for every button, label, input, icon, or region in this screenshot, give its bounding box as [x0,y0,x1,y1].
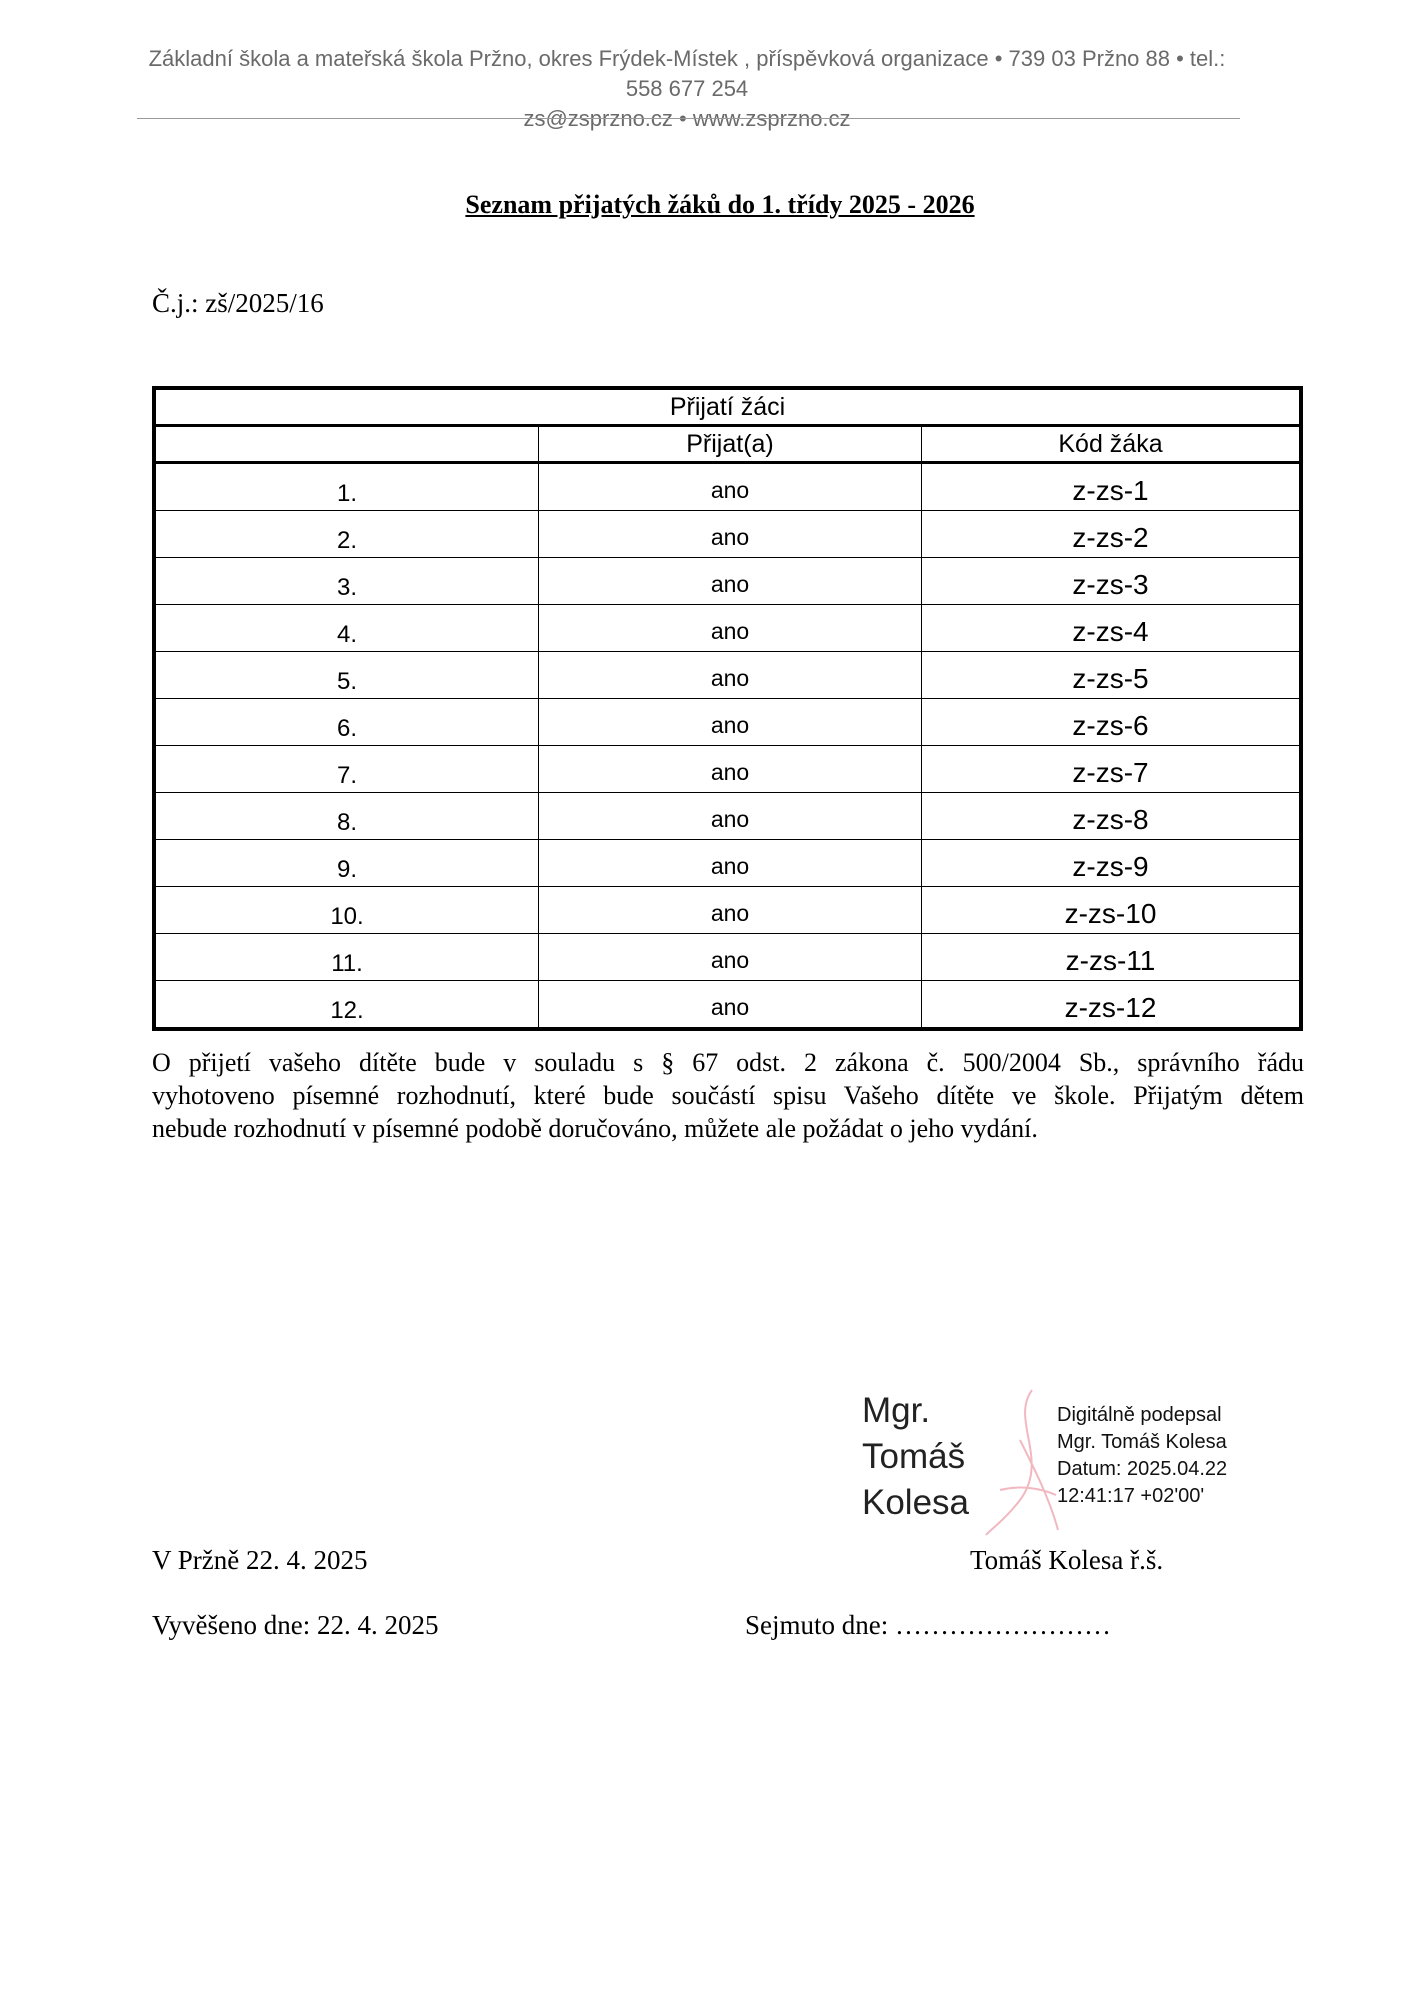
letterhead-divider [137,118,1240,119]
header-number [154,426,539,463]
table-row [154,840,1301,887]
table-row [154,652,1301,699]
signature-meta-line: 12:41:17 +02'00' [1057,1485,1205,1507]
accepted-status: ano [539,699,922,746]
table-row [154,558,1301,605]
accepted-status: ano [539,887,922,934]
signature-meta-line: Digitálně podepsal [1057,1404,1222,1426]
digital-signature-info [1057,1402,1227,1510]
header-student-code: Kód žáka [922,426,1302,463]
row-number: 3. [154,558,539,605]
signer-name: Tomáš Kolesa ř.š. [970,1545,1164,1575]
student-code: z-zs-3 [922,558,1302,605]
signature-name-line: Kolesa [862,1483,970,1522]
header-accepted: Přijat(a) [539,426,922,463]
table-row [154,699,1301,746]
row-number: 11. [154,934,539,981]
letterhead [137,44,1237,134]
signature-name-line: Tomáš [862,1437,966,1476]
table-row [154,463,1301,511]
accepted-status: ano [539,652,922,699]
accepted-students-table [152,386,1303,1031]
student-code: z-zs-5 [922,652,1302,699]
row-number: 6. [154,699,539,746]
digital-signature-mark-icon [980,1380,1060,1540]
row-number: 7. [154,746,539,793]
table-row [154,793,1301,840]
accepted-status: ano [539,793,922,840]
row-number: 4. [154,605,539,652]
student-code: z-zs-12 [922,981,1302,1030]
student-code: z-zs-10 [922,887,1302,934]
document-title: Seznam přijatých žáků do 1. třídy 2025 - 2026 [465,190,975,219]
accepted-status: ano [539,746,922,793]
student-code: z-zs-8 [922,793,1302,840]
table-row [154,746,1301,793]
posted-date: Vyvěšeno dne: 22. 4. 2025 [152,1610,439,1640]
place-and-date: V Pržně 22. 4. 2025 [152,1545,368,1575]
table-caption: Přijatí žáci [154,388,1301,426]
student-code: z-zs-4 [922,605,1302,652]
student-code: z-zs-6 [922,699,1302,746]
row-number: 9. [154,840,539,887]
row-number: 5. [154,652,539,699]
notice-line-2: vyhotoveno písemné rozhodnutí, které bude součástí spisu Vašeho dítěte ve škole. Přijatým dětem [152,1081,1304,1110]
removed-date: Sejmuto dne: …………………… [745,1610,1111,1640]
accepted-status: ano [539,981,922,1030]
row-number: 12. [154,981,539,1030]
table-row [154,511,1301,558]
table-row [154,887,1301,934]
row-number: 10. [154,887,539,934]
table-row [154,605,1301,652]
signature-name-line: Mgr. [862,1391,931,1430]
student-code: z-zs-2 [922,511,1302,558]
accepted-status: ano [539,558,922,605]
student-code: z-zs-7 [922,746,1302,793]
student-code: z-zs-1 [922,463,1302,511]
student-code: z-zs-9 [922,840,1302,887]
student-code: z-zs-11 [922,934,1302,981]
letterhead-line-1: Základní škola a mateřská škola Pržno, okres Frýdek-Místek , příspěvková organizace • 739 03 Pržno 88 • tel.: 558 677 254 [148,46,1226,101]
row-number: 2. [154,511,539,558]
notice-line-1: O přijetí vašeho dítěte bude v souladu s § 67 odst. 2 zákona č. 500/2004 Sb., správního řádu [152,1048,1304,1077]
accepted-status: ano [539,511,922,558]
accepted-status: ano [539,605,922,652]
reference-number: Č.j.: zš/2025/16 [152,288,324,318]
signature-meta-line: Datum: 2025.04.22 [1057,1458,1228,1480]
row-number: 1. [154,463,539,511]
row-number: 8. [154,793,539,840]
notice-line-3: nebude rozhodnutí v písemné podobě doručováno, můžete ale požádat o jeho vydání. [152,1114,1038,1143]
accepted-status: ano [539,463,922,511]
letterhead-line-2: zs@zsprzno.cz • www.zsprzno.cz [523,106,851,131]
signature-meta-line: Mgr. Tomáš Kolesa [1057,1431,1227,1453]
table-row [154,981,1301,1030]
table-row [154,934,1301,981]
signature-name [862,1388,969,1526]
accepted-status: ano [539,934,922,981]
admission-notice [152,1046,1304,1145]
accepted-status: ano [539,840,922,887]
